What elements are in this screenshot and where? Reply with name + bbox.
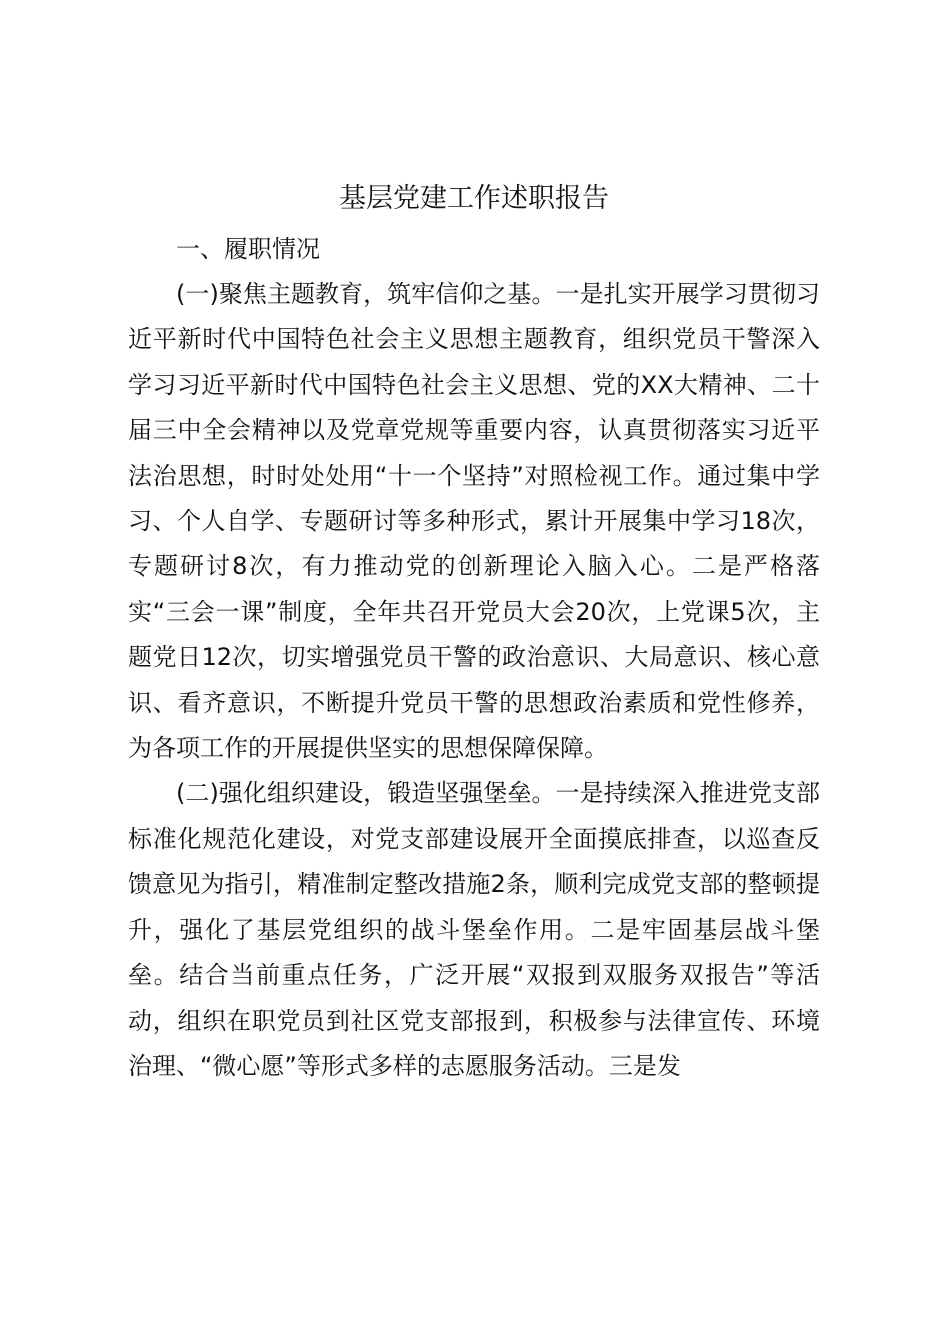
document-title: 基层党建工作述职报告 [339,183,609,214]
paragraph-1: (一)聚焦主题教育，筑牢信仰之基。一是扎实开展学习贯彻习近平新时代中国特色社会主义思想主题教育，组织党员干警深入学习习近平新时代中国特色社会主义思想、党的XX大精神、二十届三中全会精神以及党章党规等重要内容，认真贯彻落实习近平法治思想，时时处处用“十一个坚持”对照检视工作。通过集中学习、个人自学、专题研讨等多种形式，累计开展集中学习18次，专题研讨8次，有力推动党的创新理论入脑入心。二是严格落实“三会一课”制度，全年共召开党员大会20次，上党课5次，主题党日12次，切实增强党员干警的政治意识、大局意识、核心意识、看齐意识，不断提升党员干警的思想政治素质和党性修养，为各项工作的开展提供坚实的思想保障保障。 [128,280,820,763]
document-body [128,172,820,1089]
section-heading: 一、履职情况 [176,235,320,263]
paragraph-2: (二)强化组织建设，锻造坚强堡垒。一是持续深入推进党支部标准化规范化建设，对党支部建设展开全面摸底排查，以巡查反馈意见为指引，精准制定整改措施2条，顺利完成党支部的整顿提升，强化了基层党组织的战斗堡垒作用。二是牢固基层战斗堡垒。结合当前重点任务，广泛开展“双报到双服务双报告”等活动，组织在职党员到社区党支部报到，积极参与法律宣传、环境治理、“微心愿”等形式多样的志愿服务活动。三是发 [128,779,820,1080]
